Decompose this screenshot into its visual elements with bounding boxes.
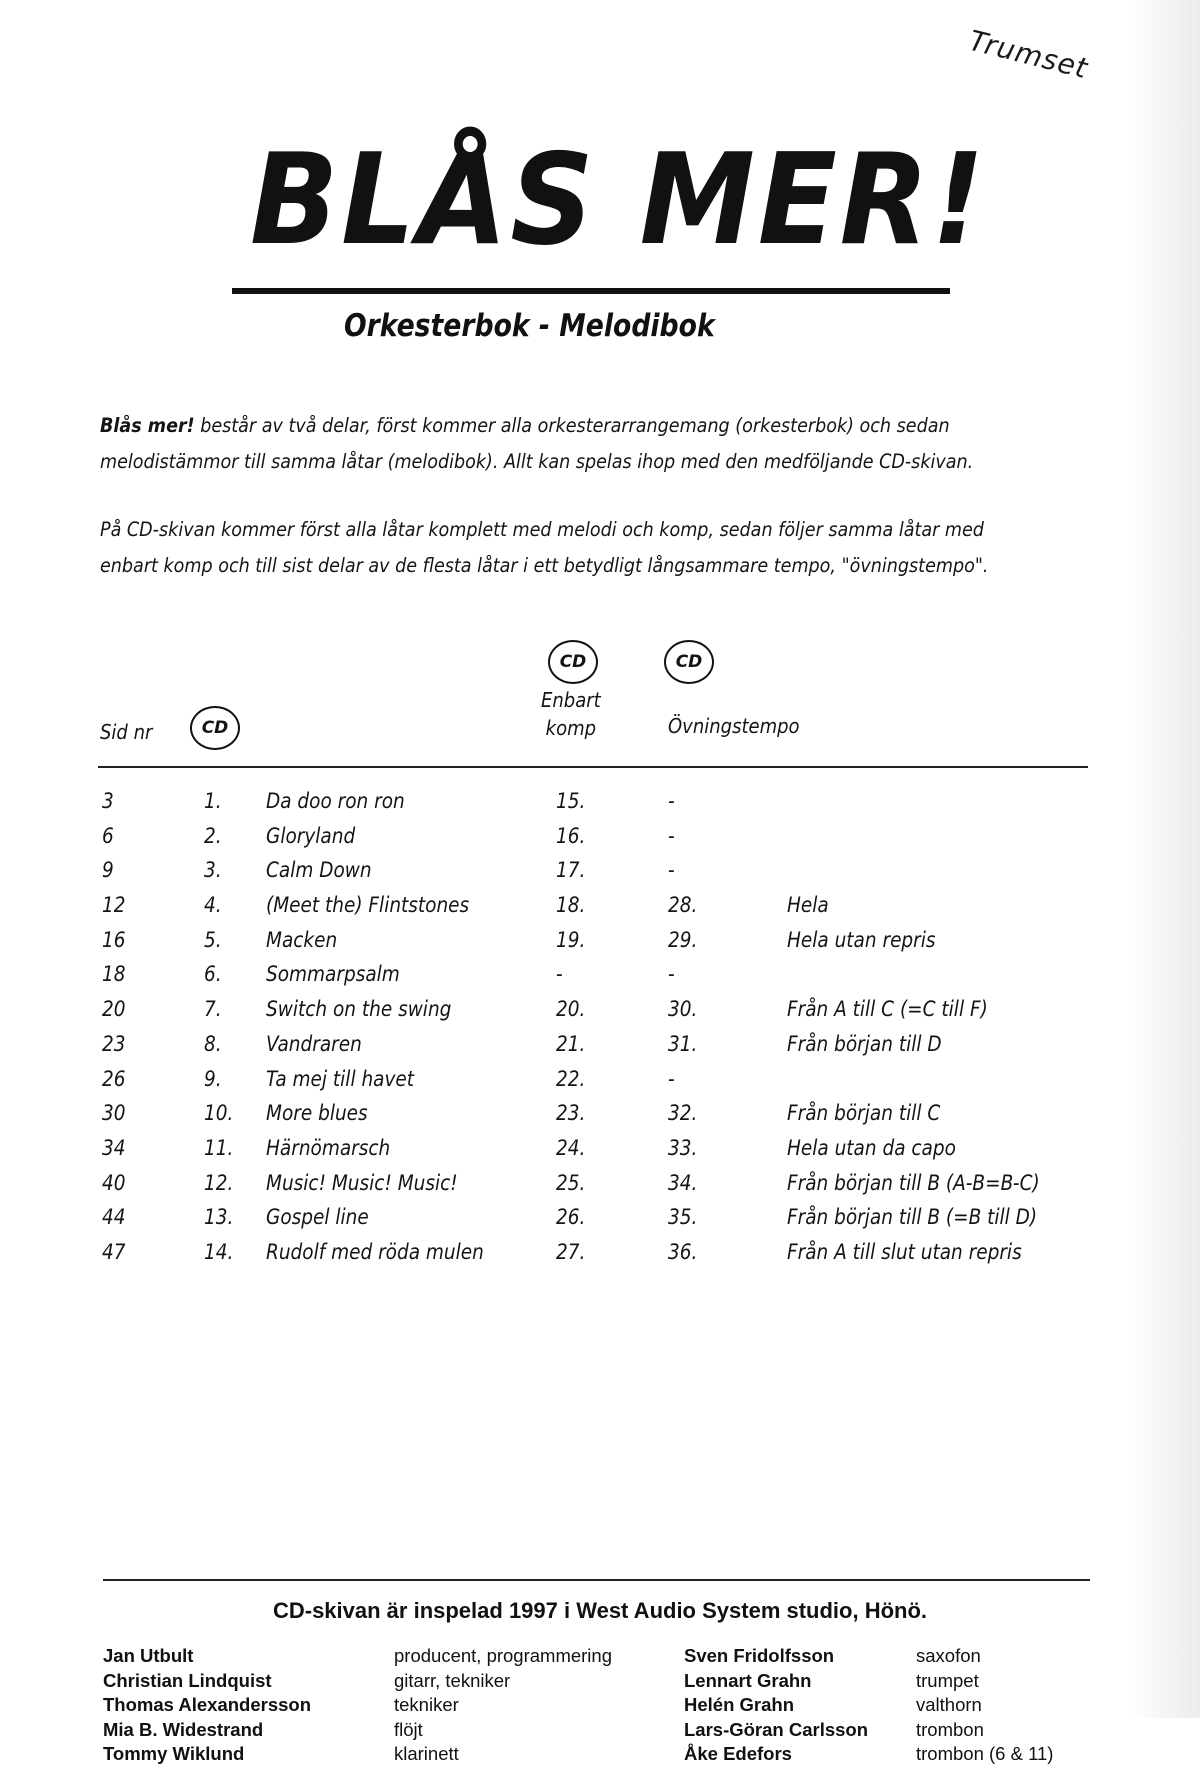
row-ovning-track: -: [668, 789, 675, 813]
row-page-number: 12: [102, 893, 126, 918]
title-underline: [232, 288, 950, 294]
row-cd-track: 9.: [204, 1066, 222, 1091]
credit-role: trombon: [916, 1718, 984, 1740]
row-ovning-track: 33.: [668, 1135, 698, 1160]
main-title-text: BLÅS MER!: [250, 126, 988, 273]
row-cd-track: 2.: [204, 823, 222, 848]
credit-name: Thomas Alexandersson: [103, 1694, 312, 1715]
row-komp-track: -: [556, 962, 563, 987]
row-komp-track: 23.: [556, 1101, 586, 1126]
row-komp-track: 25.: [556, 1170, 586, 1195]
row-song-title: Calm Down: [266, 858, 372, 883]
credit-role: tekniker: [394, 1694, 459, 1715]
row-cd-track: 5.: [204, 927, 222, 952]
row-song-title: Sommarpsalm: [266, 962, 400, 987]
credit-name: Lars-Göran Carlsson: [684, 1718, 869, 1740]
table-row: [0, 1131, 1200, 1166]
credit-name: Helén Grahn: [684, 1694, 794, 1715]
row-ovning-note: Från A till C (=C till F): [787, 997, 988, 1022]
row-komp-track: 24.: [556, 1135, 586, 1160]
row-cd-track: 1.: [204, 789, 222, 813]
row-page-number: 20: [102, 997, 126, 1022]
row-ovning-track: 30.: [668, 997, 698, 1022]
row-page-number: 34: [102, 1135, 126, 1160]
row-song-title: Ta mej till havet: [266, 1066, 415, 1091]
row-cd-track: 6.: [204, 962, 222, 987]
credit-role: valthorn: [916, 1694, 982, 1715]
row-page-number: 30: [102, 1101, 126, 1126]
row-ovning-track: 28.: [668, 893, 698, 918]
row-page-number: 47: [102, 1239, 126, 1264]
credit-name: Mia B. Widestrand: [103, 1718, 264, 1740]
row-ovning-track: -: [668, 823, 675, 848]
intro-paragraph-2: På CD-skivan kommer först alla låtar komplett med melodi och komp, sedan följer samma låtar med enbart komp och till sist delar av de flesta låtar i ett betydligt långsammare tempo, "övningstempo".: [100, 518, 989, 577]
credits-names-left: [103, 1644, 311, 1767]
row-komp-track: 27.: [556, 1239, 586, 1264]
table-row: [0, 992, 1200, 1027]
cd-ovning-icon: CD: [664, 640, 714, 684]
track-table: [0, 784, 1200, 1270]
credits-roles-left: [394, 1644, 612, 1767]
row-ovning-track: 36.: [668, 1239, 698, 1264]
subtitle: Orkesterbok - Melodibok: [344, 308, 715, 344]
header-komp: komp: [545, 716, 597, 740]
row-komp-track: 21.: [556, 1031, 586, 1056]
header-sid-nr: Sid nr: [100, 720, 153, 744]
row-song-title: Gospel line: [266, 1205, 369, 1230]
row-song-title: Switch on the swing: [266, 997, 452, 1022]
header-enbart: Enbart: [541, 688, 601, 712]
table-row: [0, 1096, 1200, 1131]
credit-name: Lennart Grahn: [684, 1669, 812, 1691]
studio-line: CD-skivan är inspelad 1997 i West Audio System studio, Hönö.: [272, 1598, 928, 1623]
credit-name: Sven Fridolfsson: [684, 1645, 835, 1666]
row-song-title: Vandraren: [266, 1031, 362, 1056]
row-komp-track: 18.: [556, 893, 586, 918]
credit-role: trumpet: [916, 1669, 979, 1691]
table-row: [0, 957, 1200, 992]
row-cd-track: 4.: [204, 893, 222, 918]
row-komp-track: 17.: [556, 858, 586, 883]
row-ovning-track: -: [668, 858, 675, 883]
handwritten-note: Trumset: [965, 23, 1092, 86]
row-ovning-note: Från A till slut utan repris: [787, 1239, 1022, 1264]
row-page-number: 16: [102, 927, 126, 952]
row-cd-track: 7.: [204, 997, 222, 1022]
row-cd-track: 12.: [204, 1170, 234, 1195]
row-song-title: Macken: [266, 927, 338, 952]
row-ovning-track: 32.: [668, 1101, 698, 1126]
table-row: [0, 784, 1200, 819]
bottom-rule: [103, 1579, 1090, 1581]
credit-role: klarinett: [394, 1743, 459, 1764]
row-page-number: 26: [102, 1066, 126, 1091]
main-title: [250, 126, 988, 273]
credit-role: producent, programmering: [394, 1645, 612, 1666]
row-song-title: Da doo ron ron: [266, 789, 405, 813]
row-ovning-note: Från början till C: [787, 1101, 941, 1126]
row-song-title: More blues: [266, 1101, 368, 1126]
credits-names-right: [684, 1644, 868, 1767]
intro-lead: Blås mer!: [100, 414, 195, 437]
table-row: [0, 1235, 1200, 1270]
row-cd-track: 11.: [204, 1135, 234, 1160]
credits-roles-right: [916, 1644, 1053, 1767]
row-ovning-note: Från början till D: [787, 1031, 942, 1056]
table-row: [0, 1027, 1200, 1062]
cd-komp-icon: CD: [548, 640, 598, 684]
row-page-number: 9: [102, 858, 114, 883]
row-song-title: Rudolf med röda mulen: [266, 1239, 484, 1264]
row-cd-track: 14.: [204, 1239, 234, 1264]
credit-role: trombon (6 & 11): [916, 1743, 1054, 1764]
table-row: [0, 1062, 1200, 1097]
table-header-rule: [98, 766, 1088, 768]
intro-paragraph-1: [100, 408, 1000, 480]
credit-name: Tommy Wiklund: [103, 1743, 245, 1764]
row-page-number: 40: [102, 1170, 126, 1195]
row-page-number: 18: [102, 962, 126, 987]
row-song-title: (Meet the) Flintstones: [266, 893, 470, 918]
credit-name: Jan Utbult: [103, 1645, 194, 1666]
row-ovning-note: Från början till B (A-B=B-C): [787, 1170, 1040, 1195]
row-page-number: 23: [102, 1031, 126, 1056]
row-ovning-track: -: [668, 1066, 675, 1091]
table-row: [0, 853, 1200, 888]
row-ovning-track: 34.: [668, 1170, 698, 1195]
row-cd-track: 13.: [204, 1205, 234, 1230]
row-song-title: Härnömarsch: [266, 1135, 391, 1160]
row-page-number: 44: [102, 1205, 126, 1230]
header-enbart-komp: [541, 686, 601, 742]
row-ovning-note: Från början till B (=B till D): [787, 1205, 1038, 1230]
table-row: [0, 923, 1200, 958]
credit-role: flöjt: [394, 1718, 423, 1740]
row-ovning-note: Hela utan repris: [787, 927, 936, 952]
row-ovning-note: Hela: [787, 893, 829, 918]
row-page-number: 3: [102, 789, 114, 813]
row-ovning-track: 31.: [668, 1031, 698, 1056]
row-song-title: Music! Music! Music!: [266, 1170, 458, 1195]
row-komp-track: 19.: [556, 927, 586, 952]
credit-role: gitarr, tekniker: [394, 1669, 511, 1691]
row-cd-track: 3.: [204, 858, 222, 883]
cd-main-icon: CD: [190, 706, 240, 750]
credit-role: saxofon: [916, 1645, 981, 1666]
row-song-title: Gloryland: [266, 823, 356, 848]
table-row: [0, 1200, 1200, 1235]
row-komp-track: 16.: [556, 823, 586, 848]
row-komp-track: 20.: [556, 997, 586, 1022]
row-ovning-note: Hela utan da capo: [787, 1135, 956, 1160]
row-cd-track: 10.: [204, 1101, 234, 1126]
row-komp-track: 22.: [556, 1066, 586, 1091]
header-ovningstempo: Övningstempo: [668, 714, 800, 738]
table-row: [0, 888, 1200, 923]
row-ovning-track: -: [668, 962, 675, 987]
row-ovning-track: 29.: [668, 927, 698, 952]
row-komp-track: 26.: [556, 1205, 586, 1230]
credit-name: Christian Lindquist: [103, 1669, 272, 1691]
intro-p1-text: består av två delar, först kommer alla orkesterarrangemang (orkesterbok) och sedan melodistämmor till samma låtar (melodibok). Allt kan spelas ihop med den medföljande CD-skivan.: [100, 414, 974, 473]
table-row: [0, 1166, 1200, 1201]
credit-name: Åke Edefors: [684, 1743, 792, 1764]
table-row: [0, 819, 1200, 854]
row-komp-track: 15.: [556, 789, 586, 813]
row-cd-track: 8.: [204, 1031, 222, 1056]
row-page-number: 6: [102, 823, 114, 848]
row-ovning-track: 35.: [668, 1205, 698, 1230]
